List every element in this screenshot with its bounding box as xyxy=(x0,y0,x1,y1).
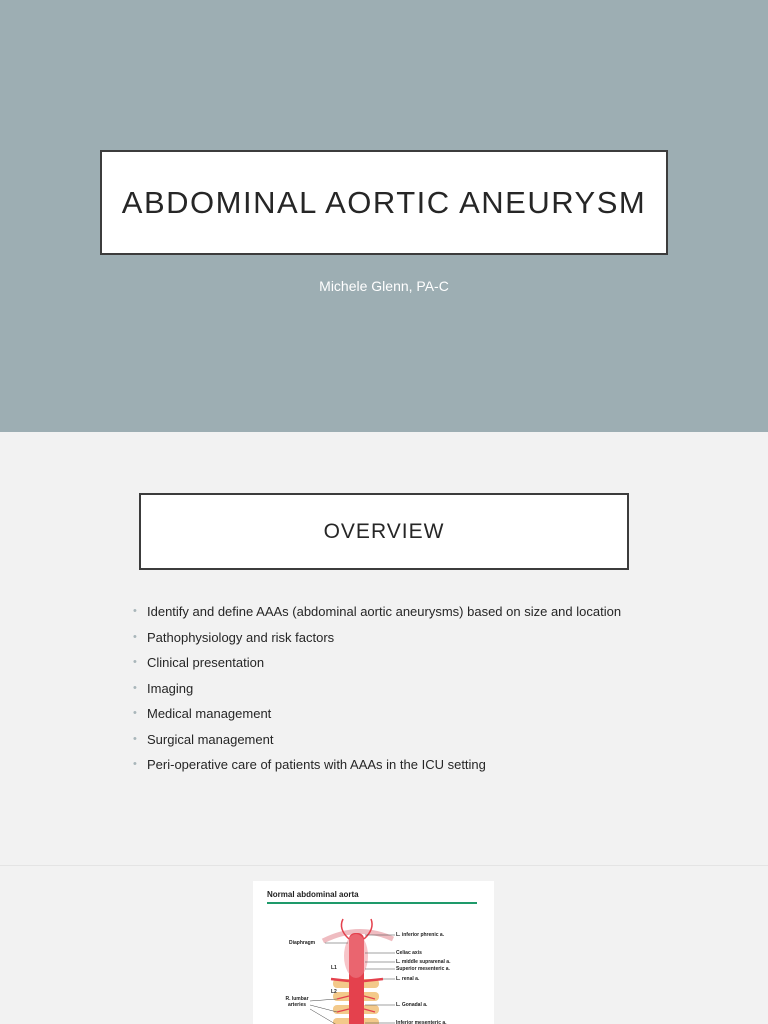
label-inferior-mesenteric: Inferior mesenteric a. xyxy=(396,1020,447,1024)
figure-title: Normal abdominal aorta xyxy=(267,890,359,899)
label-lumbar: R. lumbar arteries xyxy=(285,996,309,1008)
slide-subtitle: Michele Glenn, PA-C xyxy=(319,278,449,294)
label-celiac: Celiac axis xyxy=(396,950,422,956)
label-l1: L1 xyxy=(331,965,337,971)
bullet-item: • Surgical management xyxy=(133,727,621,753)
aorta-glow xyxy=(344,934,368,978)
overview-bullet-list xyxy=(133,599,621,778)
label-superior-mesenteric: Superior mesenteric a. xyxy=(396,966,450,972)
overview-title: OVERVIEW xyxy=(323,519,445,543)
label-renal: L. renal a. xyxy=(396,976,420,982)
bullet-item: • Pathophysiology and risk factors xyxy=(133,625,621,651)
bullet-item: • Imaging xyxy=(133,676,621,702)
bullet-item: • Medical management xyxy=(133,701,621,727)
bullet-item: • Identify and define AAAs (abdominal aortic aneurysms) based on size and location xyxy=(133,599,621,625)
label-middle-suprarenal: L. middle suprarenal a. xyxy=(396,959,451,965)
bullet-item: • Peri-operative care of patients with AAAs in the ICU setting xyxy=(133,752,621,778)
title-box xyxy=(100,150,668,255)
title-slide xyxy=(0,0,768,432)
overview-title-box xyxy=(139,493,629,570)
overview-slide xyxy=(0,432,768,866)
label-diaphragm: Diaphragm xyxy=(289,940,316,946)
label-l2: L2 xyxy=(331,989,337,995)
bullet-item: • Clinical presentation xyxy=(133,650,621,676)
label-inferior-phrenic: L. inferior phrenic a. xyxy=(396,932,445,938)
anatomy-slide xyxy=(0,866,768,1024)
slide-title: ABDOMINAL AORTIC ANEURYSM xyxy=(121,184,647,220)
label-gonadal: L. Gonadal a. xyxy=(396,1002,428,1008)
aorta-figure xyxy=(253,881,494,1024)
